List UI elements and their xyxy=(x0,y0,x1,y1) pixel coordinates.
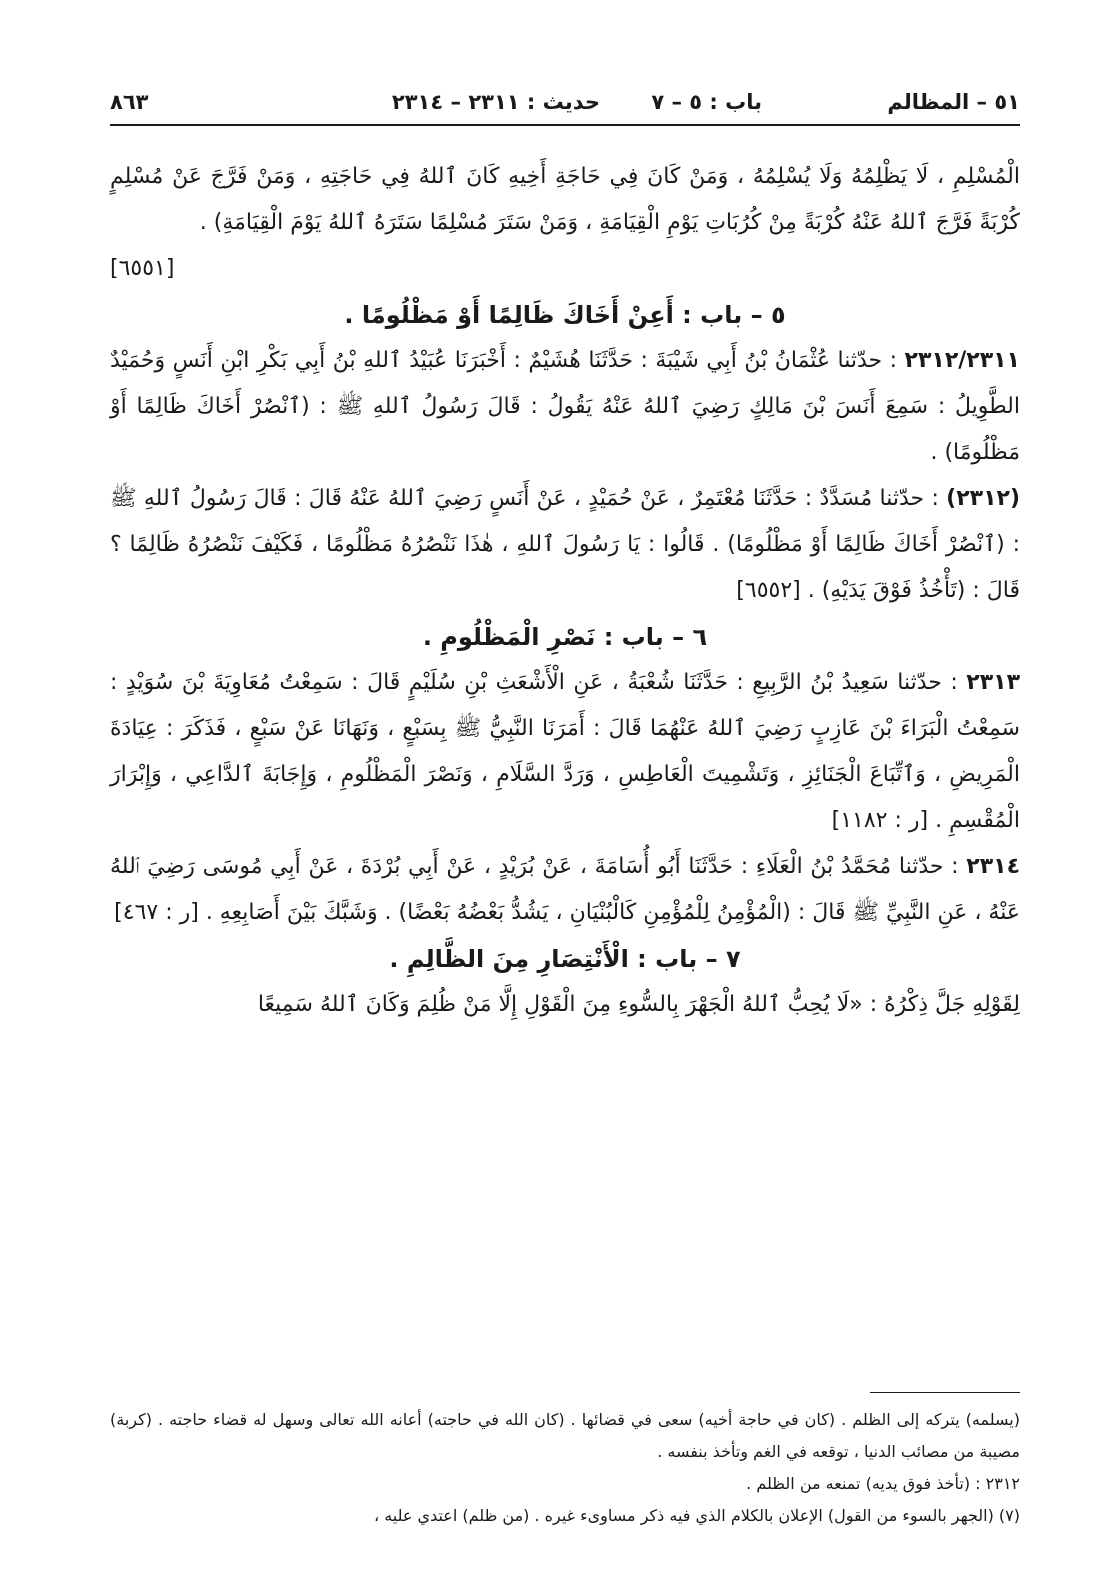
footnote-2: ٢٣١٢ : (تأخذ فوق يديه) تمنعه من الظلم . xyxy=(746,1474,1020,1493)
page-number: ٨٦٣ xyxy=(110,90,149,114)
bab6-heading: ٦ – باب : نَصْرِ الْمَظْلُومِ . xyxy=(422,623,708,651)
hadith-text: : حدّثنا مُسَدَّدٌ : حَدَّثَنَا مُعْتَمِرٌ ، عَنْ حُمَيْدٍ ، عَنْ أَنَسٍ رَضِيَ ٱللهُ عَنْهُ قَالَ : قَالَ رَسُولُ ٱللهِ ﷺ : (ٱنْصُرْ أَخَاكَ ظَالِمًا أَوْ مَظْلُومًا) . قَالُوا : يَا رَسُولَ ٱللهِ ، هٰذَا نَنْصُرُهُ مَظْلُومًا ، فَكَيْفَ نَنْصُرُهُ ظَالِمًا ؟ قَالَ : (تَأْخُذُ فَوْقَ يَدَيْهِ) . [٦٥٥٢] xyxy=(110,486,1020,603)
hadith-number: (٢٣١٢) xyxy=(946,486,1020,511)
main-text xyxy=(110,154,1020,1028)
header-divider xyxy=(110,124,1020,126)
footnote-1: (يسلمه) يتركه إلى الظلم . (كان في حاجة أخيه) سعى في قضائها . (كان الله في حاجته) أعانه الله تعالى وسهل له قضاء حاجته . (كربة) مصيبة من مصائب الدنيا ، توقعه في الغم وتأخذ بنفسه . xyxy=(110,1410,1020,1461)
hadith-range: حديث : ٢٣١١ – ٢٣١٤ xyxy=(391,90,600,114)
hadith-text: : حدّثنا عُثْمَانُ بْنُ أَبِي شَيْبَةَ : حَدَّثَنَا هُشَيْمٌ : أَخْبَرَنَا عُبَيْدُ ٱللهِ بْنُ أَبِي بَكْرِ ابْنِ أَنَسٍ وَحُمَيْدٌ الطَّوِيلُ : سَمِعَ أَنَسَ بْنَ مَالِكٍ رَضِيَ ٱللهُ عَنْهُ يَقُولُ : قَالَ رَسُولُ ٱللهِ ﷺ : (ٱنْصُرْ أَخَاكَ ظَالِمًا أَوْ مَظْلُومًا) . xyxy=(110,348,1020,465)
hadith-number: ٢٣١٢/٢٣١١ xyxy=(904,348,1020,373)
hadith-2312 xyxy=(110,476,1020,614)
intro-paragraph: الْمُسْلِمِ ، لَا يَظْلِمُهُ وَلَا يُسْلِمُهُ ، وَمَنْ كَانَ فِي حَاجَةِ أَخِيهِ كَانَ ٱللهُ فِي حَاجَتِهِ ، وَمَنْ فَرَّجَ عَنْ مُسْلِمٍ كُرْبَةً فَرَّجَ ٱللهُ عَنْهُ كُرْبَةً مِنْ كُرُبَاتِ يَوْمِ الْقِيَامَةِ ، وَمَنْ سَتَرَ مُسْلِمًا سَتَرَهُ ٱللهُ يَوْمَ الْقِيَامَةِ) . xyxy=(110,164,1020,235)
hadith-text: : حدّثنا مُحَمَّدُ بْنُ الْعَلَاءِ : حَدَّثَنَا أَبُو أُسَامَةَ ، عَنْ بُرَيْدٍ ، عَنْ أَبِي بُرْدَةَ ، عَنْ أَبِي مُوسَى رَضِيَ ٱللهُ عَنْهُ ، عَنِ النَّبِيِّ ﷺ قَالَ : (الْمُؤْمِنُ لِلْمُؤْمِنِ كَالْبُنْيَانِ ، يَشُدُّ بَعْضُهُ بَعْضًا) . وَشَبَّكَ بَيْنَ أَصَابِعِهِ . [ر : ٤٦٧] xyxy=(110,854,1020,925)
bab7-heading: ٧ – باب : الْأَنْتِصَارِ مِنَ الظَّالِمِ . xyxy=(389,945,741,973)
hadith-number: ٢٣١٣ xyxy=(966,670,1020,695)
bab7-paragraph: لِقَوْلِهِ جَلَّ ذِكْرُهُ : «لَا يُحِبُّ ٱللهُ الْجَهْرَ بِالسُّوءِ مِنَ الْقَوْلِ إِلَّا مَنْ ظُلِمَ وَكَانَ ٱللهُ سَمِيعًا xyxy=(257,992,1020,1017)
running-header xyxy=(110,84,1020,120)
hadith-2311 xyxy=(110,338,1020,476)
footnote-3: (٧) (الجهر بالسوء من القول) الإعلان بالكلام الذي فيه ذكر مساوىء غيره . (من ظلم) اعتدي عليه ، xyxy=(373,1506,1020,1525)
footnotes xyxy=(110,1404,1020,1532)
bab-range: باب : ٥ – ٧ xyxy=(651,90,762,114)
bab5-heading: ٥ – باب : أَعِنْ أَخَاكَ ظَالِمًا أَوْ مَظْلُومًا . xyxy=(344,301,786,329)
hadith-2314 xyxy=(110,844,1020,936)
intro-reference: [٦٥٥١] xyxy=(110,256,175,281)
hadith-number: ٢٣١٤ xyxy=(966,854,1020,879)
hadith-2313 xyxy=(110,660,1020,844)
chapter-title: ٥١ – المظالم xyxy=(887,90,1020,114)
footnote-divider xyxy=(870,1392,1020,1393)
hadith-text: : حدّثنا سَعِيدُ بْنُ الرَّبِيعِ : حَدَّثَنَا شُعْبَةُ ، عَنِ الْأَشْعَثِ بْنِ سُلَيْمٍ قَالَ : سَمِعْتُ مُعَاوِيَةَ بْنَ سُوَيْدٍ : سَمِعْتُ الْبَرَاءَ بْنَ عَازِبٍ رَضِيَ ٱللهُ عَنْهُمَا قَالَ : أَمَرَنَا النَّبِيُّ ﷺ بِسَبْعٍ ، وَنَهَانَا عَنْ سَبْعٍ ، فَذَكَرَ : عِيَادَةَ الْمَرِيضِ ، وَٱتِّبَاعَ الْجَنَائِزِ ، وَتَشْمِيتَ الْعَاطِسِ ، وَرَدَّ السَّلَامِ ، وَنَصْرَ الْمَظْلُومِ ، وَإِجَابَةَ ٱلدَّاعِي ، وَإِبْرَارَ الْمُقْسِمِ . [ر : ١١٨٢] xyxy=(110,670,1020,833)
